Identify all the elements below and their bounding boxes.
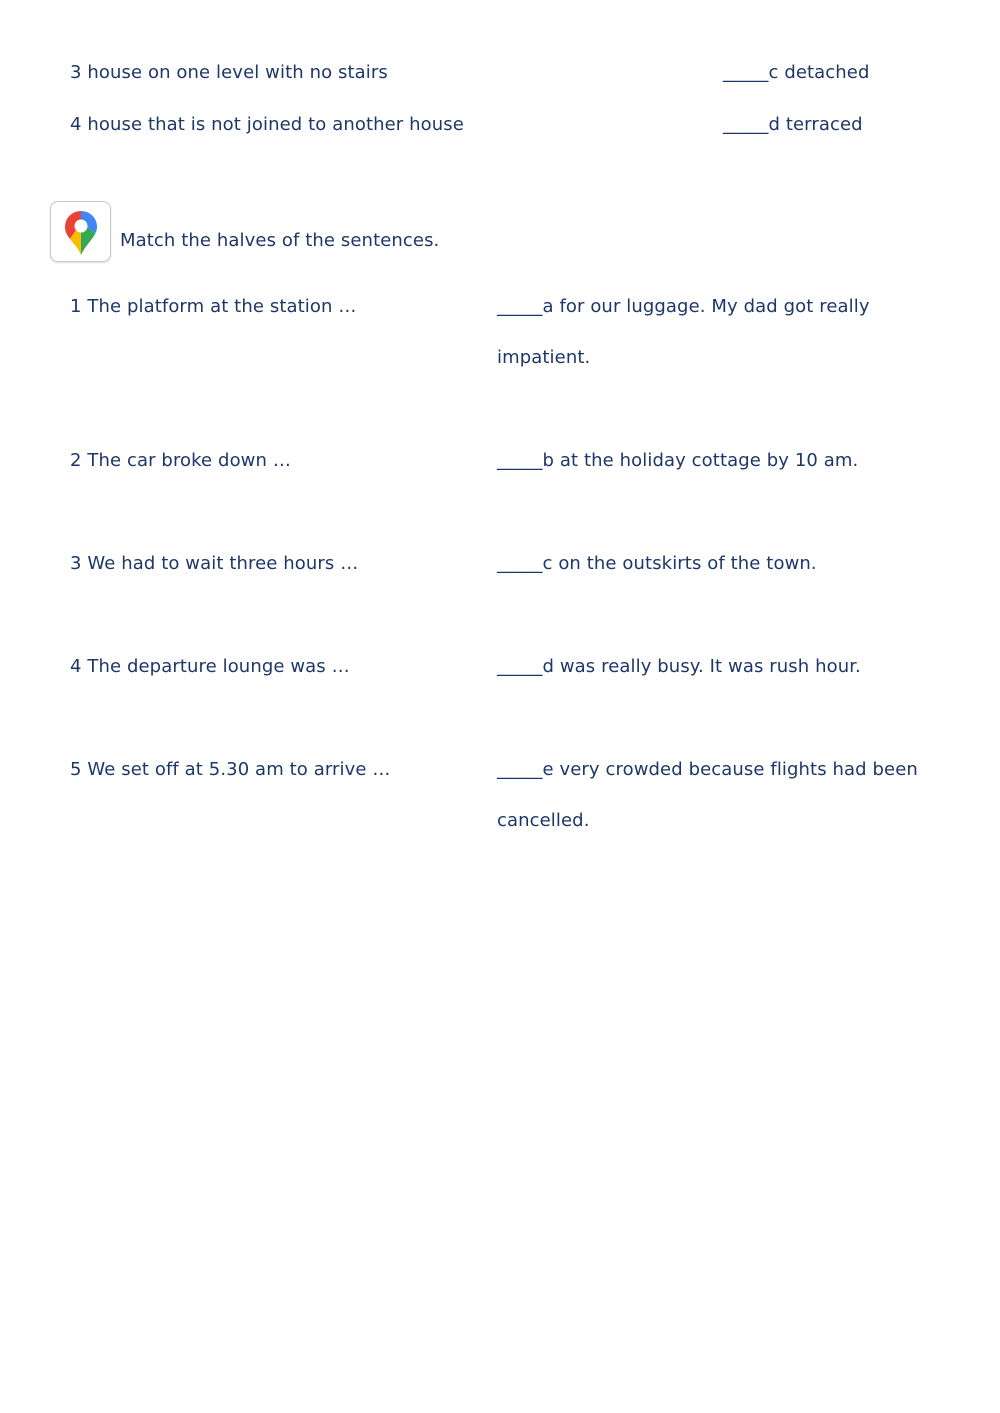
- house-item-4: 4 house that is not joined to another house: [70, 114, 464, 135]
- sentence-beginning-3: 3 We had to wait three hours …: [70, 553, 359, 574]
- instruction-text: Match the halves of the sentences.: [120, 230, 440, 251]
- house-option-d: _____d terraced: [723, 114, 863, 135]
- sentence-ending-a: _____a for our luggage. My dad got really: [497, 296, 870, 317]
- sentence-ending-c: _____c on the outskirts of the town.: [497, 553, 817, 574]
- map-pin-icon: [50, 201, 111, 262]
- sentence-beginning-5: 5 We set off at 5.30 am to arrive …: [70, 759, 391, 780]
- sentence-ending-a-continued: impatient.: [497, 347, 591, 368]
- house-item-3: 3 house on one level with no stairs: [70, 62, 388, 83]
- house-option-c: _____c detached: [723, 62, 870, 83]
- sentence-ending-e: _____e very crowded because flights had been: [497, 759, 918, 780]
- sentence-beginning-2: 2 The car broke down …: [70, 450, 291, 471]
- map-pin-icon-graphic: [63, 209, 99, 257]
- sentence-ending-d: _____d was really busy. It was rush hour.: [497, 656, 861, 677]
- sentence-beginning-1: 1 The platform at the station …: [70, 296, 357, 317]
- sentence-ending-b: _____b at the holiday cottage by 10 am.: [497, 450, 859, 471]
- sentence-ending-e-continued: cancelled.: [497, 810, 590, 831]
- sentence-beginning-4: 4 The departure lounge was …: [70, 656, 350, 677]
